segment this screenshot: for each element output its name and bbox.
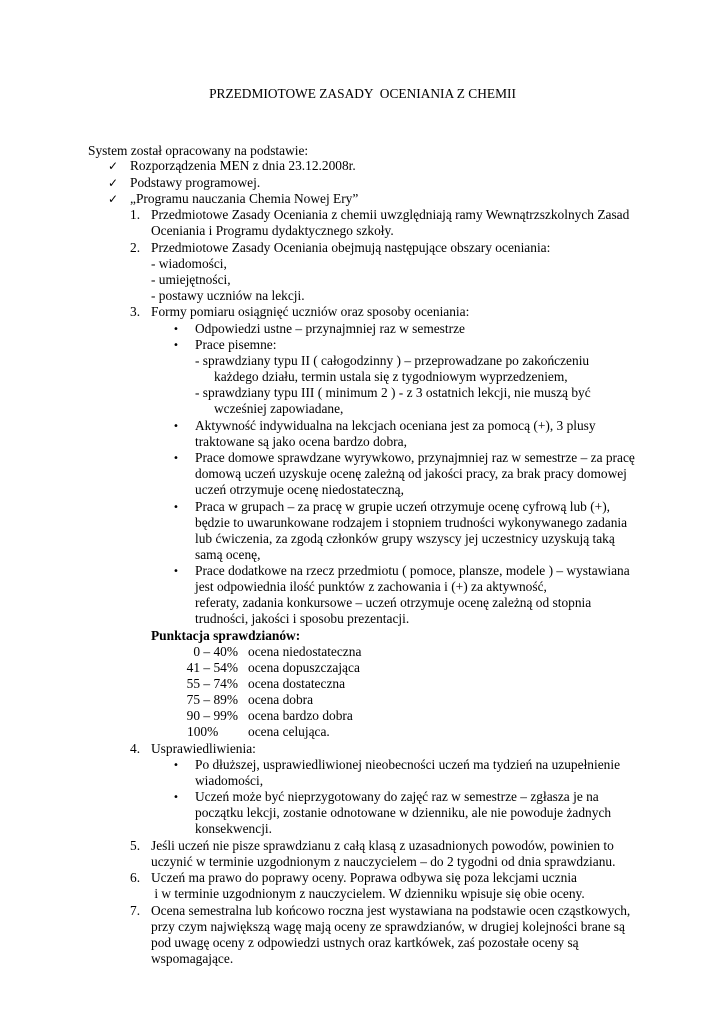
- section-1-line: Oceniania i Programu dydaktycznego szkoły.: [151, 223, 394, 238]
- section-number: 7.: [130, 903, 141, 918]
- grade-range: 41 – 54%: [186, 660, 238, 675]
- section-number: 1.: [130, 207, 141, 222]
- bullet-line: Prace domowe sprawdzane wyrywkowo, przynajmniej raz w semestrze – za pracę: [195, 450, 635, 465]
- grade-range: 0 – 40%: [193, 644, 238, 659]
- bullet-line: Aktywność indywidualna na lekcjach oceniana jest za pomocą (+), 3 plusy: [195, 418, 596, 433]
- section-2-line: - umiejętności,: [151, 272, 231, 287]
- document-title: PRZEDMIOTOWE ZASADY OCENIANIA Z CHEMII: [209, 86, 516, 101]
- source-item: Podstawy programowej.: [130, 175, 261, 190]
- bullet-line: jest odpowiednia ilość punktów z zachowania i (+) za aktywność,: [195, 579, 547, 594]
- bullet-line: referaty, zadania konkursowe – uczeń otrzymuje ocenę zależną od stopnia: [195, 595, 592, 610]
- bullet-icon: •: [173, 792, 179, 803]
- intro-text: System został opracowany na podstawie:: [88, 143, 309, 158]
- grade-label: ocena niedostateczna: [248, 644, 362, 659]
- bullet-line: traktowane są jako ocena bardzo dobra,: [195, 434, 407, 449]
- section-number: 4.: [130, 741, 141, 756]
- bullet-line: - sprawdziany typu II ( całogodzinny ) – przeprowadzane po zakończeniu: [195, 353, 590, 368]
- bullet-line: początku lekcji, zostanie odnotowane w dzienniku, ale nie powoduje żadnych: [195, 805, 612, 820]
- section-2-line: - wiadomości,: [151, 256, 227, 271]
- section-7-line: przy czym największą wagę mają oceny ze sprawdzianów, w drugiej kolejności brane są: [151, 919, 625, 934]
- grade-label: ocena dostateczna: [248, 676, 346, 691]
- grade-label: ocena dobra: [248, 692, 314, 707]
- grade-range: 90 – 99%: [186, 708, 238, 723]
- bullet-line: Uczeń może być nieprzygotowany do zajęć raz w semestrze – zgłasza je na: [195, 789, 599, 804]
- check-icon: ✓: [108, 192, 119, 206]
- bullet-line: Po dłuższej, usprawiedliwionej nieobecności uczeń ma tydzień na uzupełnienie: [195, 757, 621, 772]
- bullet-line: konsekwencji.: [195, 821, 272, 836]
- bullet-line: wcześniej zapowiadane,: [214, 401, 344, 416]
- section-7-line: pod uwagę oceny z odpowiedzi ustnych oraz kartkówek, zaś pozostałe oceny są: [151, 935, 579, 950]
- section-5-line: Jeśli uczeń nie pisze sprawdzianu z całą klasą z uzasadnionych powodów, powinien to: [151, 838, 614, 853]
- bullet-icon: •: [173, 340, 179, 351]
- bullet-line: trudności, jakości i sposobu prezentacji.: [195, 611, 410, 626]
- check-icon: ✓: [108, 176, 119, 190]
- grade-label: ocena bardzo dobra: [248, 708, 353, 723]
- bullet-line: każdego działu, termin ustala się z tygodniowym wyprzedzeniem,: [214, 369, 568, 384]
- bullet-icon: •: [173, 421, 179, 432]
- bullet-line: uczeń otrzymuje ocenę niedostateczną,: [195, 482, 404, 497]
- section-7-line: Ocena semestralna lub końcowo roczna jest wystawiana na podstawie ocen cząstkowych,: [151, 903, 631, 918]
- bullet-line: lub ćwiczenia, za zgodą członków grupy wszyscy jej uczestnicy uzyskują taką: [195, 531, 615, 546]
- grade-range: 75 – 89%: [186, 692, 238, 707]
- section-6-line: i w terminie uzgodnionym z nauczycielem. W dzienniku wpisuje się obie oceny.: [151, 886, 585, 901]
- source-item: „Programu nauczania Chemia Nowej Ery”: [130, 191, 359, 206]
- section-1-line: Przedmiotowe Zasady Oceniania z chemii uwzględniają ramy Wewnątrzszkolnych Zasad: [151, 207, 630, 222]
- section-7-line: wspomagające.: [151, 951, 234, 966]
- bullet-line: Odpowiedzi ustne – przynajmniej raz w semestrze: [195, 321, 465, 336]
- bullet-line: wiadomości,: [195, 773, 264, 788]
- section-5-line: uczynić w terminie uzgodnionym z nauczycielem – do 2 tygodni od dnia sprawdzianu.: [151, 854, 616, 869]
- grade-range: 100%: [187, 724, 219, 739]
- section-2-line: - postawy uczniów na lekcji.: [151, 288, 305, 303]
- section-number: 5.: [130, 838, 141, 853]
- bullet-line: Prace dodatkowe na rzecz przedmiotu ( pomoce, plansze, modele ) – wystawiana: [195, 563, 630, 578]
- bullet-line: samą ocenę,: [195, 547, 261, 562]
- grade-label: ocena celująca.: [248, 724, 330, 739]
- section-number: 2.: [130, 240, 141, 255]
- section-3-heading: Formy pomiaru osiągnięć uczniów oraz sposoby oceniania:: [151, 304, 470, 319]
- grade-range: 55 – 74%: [186, 676, 238, 691]
- section-number: 3.: [130, 304, 141, 319]
- bullet-icon: •: [173, 324, 179, 335]
- bullet-line: - sprawdziany typu III ( minimum 2 ) - z 3 ostatnich lekcji, nie muszą być: [195, 385, 591, 400]
- section-4-heading: Usprawiedliwienia:: [151, 741, 256, 756]
- section-2-line: Przedmiotowe Zasady Oceniania obejmują następujące obszary oceniania:: [151, 240, 551, 255]
- check-icon: ✓: [108, 159, 119, 173]
- grading-heading: Punktacja sprawdzianów:: [151, 628, 301, 643]
- bullet-line: będzie to uwarunkowane rodzajem i stopniem trudności wykonywanego zadania: [195, 515, 628, 530]
- source-item: Rozporządzenia MEN z dnia 23.12.2008r.: [130, 158, 356, 173]
- section-6-line: Uczeń ma prawo do poprawy oceny. Poprawa odbywa się poza lekcjami ucznia: [151, 870, 577, 885]
- bullet-icon: •: [173, 502, 179, 513]
- bullet-icon: •: [173, 453, 179, 464]
- bullet-line: Prace pisemne:: [195, 337, 277, 352]
- section-number: 6.: [130, 870, 141, 885]
- bullet-line: domową uczeń uzyskuje ocenę zależną od jakości pracy, za brak pracy domowej: [195, 466, 627, 481]
- grade-label: ocena dopuszczająca: [248, 660, 360, 675]
- bullet-icon: •: [173, 760, 179, 771]
- bullet-line: Praca w grupach – za pracę w grupie uczeń otrzymuje ocenę cyfrową lub (+),: [195, 499, 611, 514]
- bullet-icon: •: [173, 566, 179, 577]
